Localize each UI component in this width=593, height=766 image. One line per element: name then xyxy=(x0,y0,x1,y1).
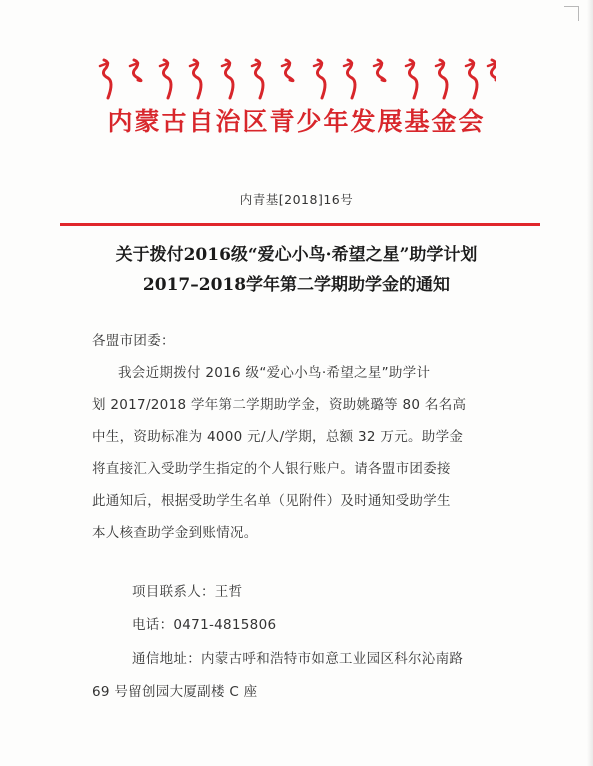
contact-address-continued: 69 号留创园大厦副楼 C 座 xyxy=(92,684,258,700)
mongolian-glyph xyxy=(282,60,293,81)
mongolian-glyph xyxy=(406,60,417,98)
document-title-line-2: 2017–2018学年第二学期助学金的通知 xyxy=(142,275,451,295)
mongolian-glyph xyxy=(252,60,263,98)
mongolian-glyph xyxy=(466,60,477,98)
mongolian-glyph xyxy=(130,60,141,81)
mongolian-glyph xyxy=(488,60,496,81)
body-line: 我会近期拨付 2016 级“爱心小鸟·希望之星”助学计 xyxy=(118,365,431,381)
salutation: 各盟市团委： xyxy=(92,333,175,349)
mongolian-glyph xyxy=(100,60,111,98)
mongolian-glyph xyxy=(374,60,385,81)
mongolian-glyph xyxy=(190,60,201,98)
contact-phone: 电话：0471-4815806 xyxy=(132,617,277,633)
mongolian-glyph xyxy=(436,60,447,98)
red-divider-rule xyxy=(60,223,540,226)
mongolian-glyph xyxy=(314,60,325,98)
mongolian-script-emblem xyxy=(96,56,496,104)
body-line: 中生，资助标准为 4000 元/人/学期，总额 32 万元。助学金 xyxy=(92,429,464,445)
document-title-line-1: 关于拨付2016级“爱心小鸟·希望之星”助学计划 xyxy=(115,245,478,265)
contact-person: 项目联系人：王哲 xyxy=(132,584,243,600)
scan-shadow-edge xyxy=(587,0,593,766)
mongolian-glyph xyxy=(222,60,233,98)
mongolian-glyph xyxy=(160,60,171,98)
organization-name: 内蒙古自治区青少年发展基金会 xyxy=(107,107,486,136)
body-line: 将直接汇入受助学生指定的个人银行账户。请各盟市团委接 xyxy=(92,461,451,477)
mongolian-script-graphic xyxy=(96,56,496,104)
body-line: 划 2017/2018 学年第二学期助学金，资助姚璐等 80 名名高 xyxy=(92,397,467,413)
body-line: 此通知后，根据受助学生名单（见附件）及时通知受助学生 xyxy=(92,493,451,509)
scan-corner-mark xyxy=(564,6,579,21)
mongolian-glyph xyxy=(344,60,355,98)
contact-address: 通信地址：内蒙古呼和浩特市如意工业园区科尔沁南路 xyxy=(132,651,464,667)
document-number: 内青基[2018]16号 xyxy=(239,192,354,207)
body-line: 本人核查助学金到账情况。 xyxy=(92,525,258,541)
